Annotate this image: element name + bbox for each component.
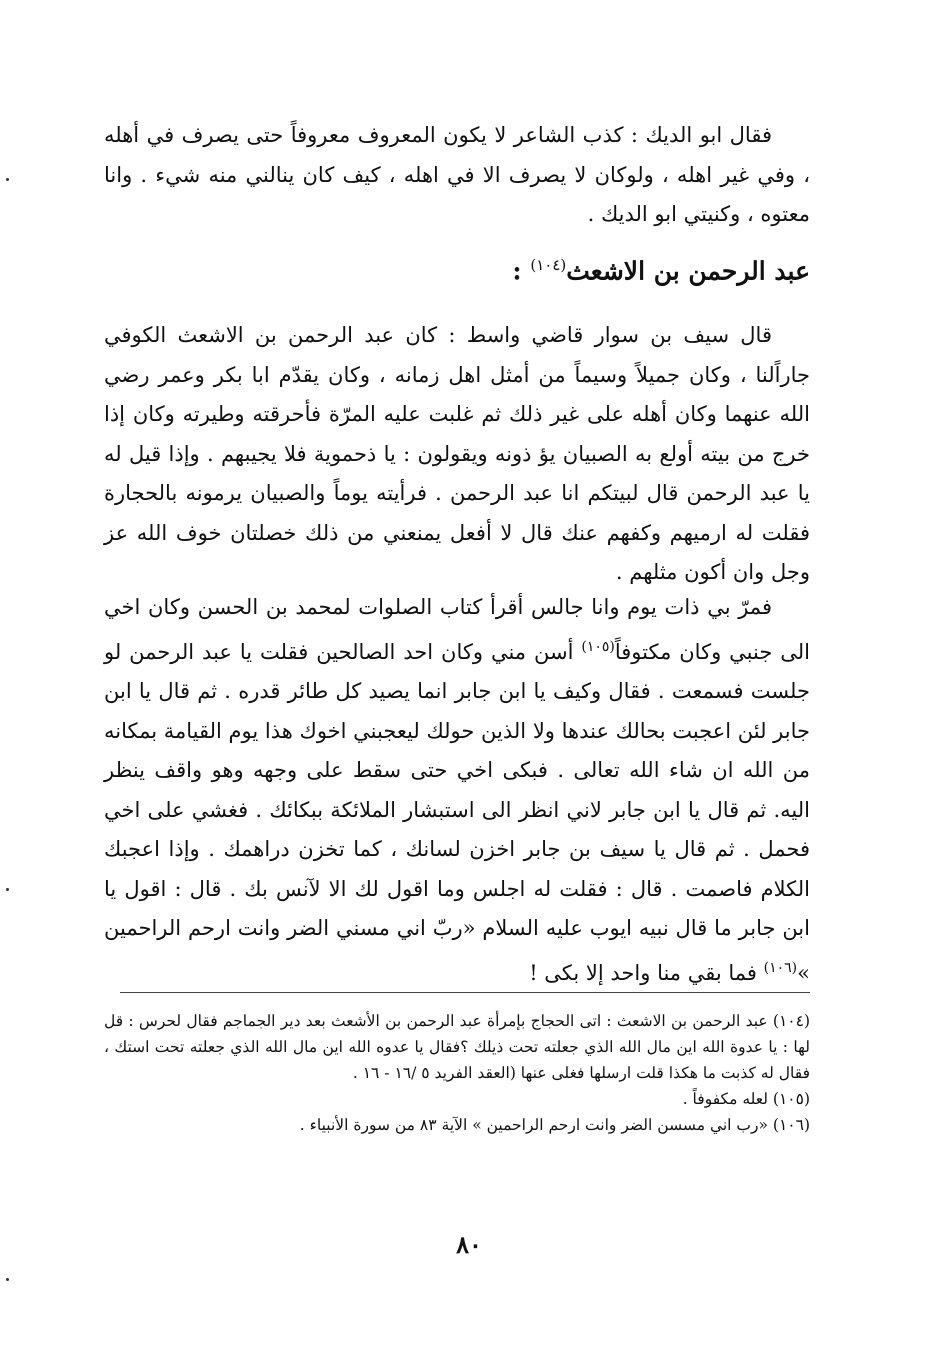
paragraph-saif-bin-sawwar xyxy=(104,316,810,593)
paragraph-text: قال سيف بن سوار قاضي واسط : كان عبد الرحمن بن الاشعث الكوفي جاراًلنا ، وكان جميلاً وسيماً من أمثل اهل زمانه ، وكان يقدّم ابا بكر وعمر رضي الله عنهما وكان أهله على غير ذلك ثم غلبت عليه المرّة فأحرقته وطيرته وكان إذا خرج من بيته أولع به الصبيان يؤ ذونه ويقولون : يا ذحموية فلا يجيبهم . وإذا قيل له يا عبد الرحمن قال لبيتكم انا عبد الرحمن . فرأيته يوماً والصبيان يرمونه بالحجارة فقلت له ارميهم وكفهم عنك قال لا أفعل يمنعني من ذلك خصلتان خوف الله عز وجل وان أكون مثلهم . xyxy=(104,323,810,584)
footnote-105: (١٠٥) لعله مكفوفاً . xyxy=(682,1090,810,1108)
footnotes xyxy=(104,1008,810,1138)
footnote-divider xyxy=(120,992,810,993)
margin-speck xyxy=(6,178,9,181)
paragraph-text xyxy=(104,588,810,993)
paragraph-part: أسن مني وكان احد الصالحين فقلت يا عبد الرحمن لو جلست فسمعت . فقال وكيف يا ابن جابر انما يصيد كل طائر قدره . ثم قال يا ابن جابر لئن اعجبت بحالك عندها ولا الذين حولك ليعجبني اخوك هذا يوم القيامة بمكانه من الله ان شاء الله تعالى . فبكى اخي حتى سقط على وجهه وهو واقف ينظر اليه. ثم قال يا ابن جابر لاني انظر الى استبشار الملائكة ببكائك . فغشي على اخي فحمل . ثم قال يا سيف بن جابر اخزن لسانك ، كما تخزن دراهمك . وإذا اعجبك الكلام فاصمت . قال : فقلت له اجلس وما اقول لك الا لآنس بك . قال : اقول يا ابن جابر ما قال نبيه ايوب عليه السلام «ربّ اني مسني الضر وانت ارحم الراحمين » xyxy=(104,639,810,985)
footnote-106: (١٠٦) «رب اني مسسن الضر وانت ارحم الراحمين » الآية ٨٣ من سورة الأنبياء . xyxy=(299,1116,810,1134)
paragraph-text: فقال ابو الديك : كذب الشاعر لا يكون المعروف معروفاً حتى يصرف في أهله ، وفي غير اهله ، ولوكان لا يصرف الا في اهله ، كيف كان ينالني منه شيء . وانا معتوه ، وكنيتي ابو الديك . xyxy=(104,123,810,226)
footnote-104: (١٠٤) عبد الرحمن بن الاشعث : اتى الحجاج بإمرأة عبد الرحمن بن الأشعث بعد دير الجماجم فقال لحرس : قل لها : يا عدوة الله اين مال الله الذي جعلته تحت ذيلك ؟فقال يا عدوه الله اين مال الله الذي جعلته تحت استك ، فقال له كذبت ما هكذا قلت ارسلها فغلى عنها (العقد الفريد ٥ /١٦ - ١٦ . xyxy=(104,1012,810,1082)
paragraph-abu-al-dik xyxy=(104,116,810,235)
heading-colon: : xyxy=(512,256,522,286)
heading-footnote-ref: (١٠٤) xyxy=(530,256,567,274)
page-number: ٨٠ xyxy=(456,1230,482,1259)
paragraph-passing-by xyxy=(104,588,810,993)
heading-title: عبد الرحمن بن الاشعث xyxy=(566,256,810,286)
footnote-ref: (١٠٦) xyxy=(763,959,798,976)
paragraph-part: فمرّ بي ذات يوم وانا جالس أقرأ كتاب الصلوات لمحمد بن الحسن وكان اخي الى جنبي وكان مكتوفاً xyxy=(104,595,810,664)
margin-speck xyxy=(6,888,9,891)
margin-speck xyxy=(6,1278,9,1281)
section-heading xyxy=(512,256,810,285)
paragraph-part: فما بقي منا واحد إلا بكى ! xyxy=(529,960,757,985)
footnote-ref: (١٠٥) xyxy=(581,638,615,655)
